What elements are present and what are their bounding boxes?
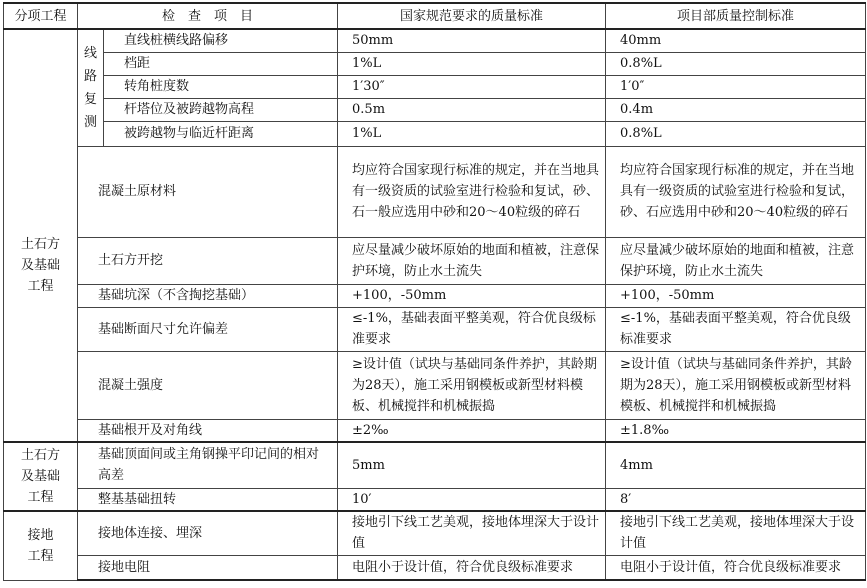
header-check-item: 检 查 项 目 — [78, 3, 338, 29]
table-row — [4, 419, 866, 442]
table-row — [4, 146, 866, 237]
table-row — [4, 307, 866, 351]
item-cell: 土石方开挖 — [78, 237, 338, 284]
project-standard-cell: 0.4m — [606, 98, 866, 121]
national-standard-cell: 5mm — [338, 442, 606, 488]
table-row — [4, 555, 866, 580]
project-standard-cell: ≥设计值（试块与基础同条件养护，其龄期为28天），施工采用钢模板或新型材料模板、机械搅拌和机械振捣 — [606, 351, 866, 419]
table-row — [4, 237, 866, 284]
national-standard-cell: 1′30″ — [338, 75, 606, 98]
item-cell: 档距 — [104, 52, 338, 75]
project-standard-cell: ±1.8‰ — [606, 419, 866, 442]
table-row — [4, 511, 866, 555]
item-cell: 基础顶面间或主角钢操平印记间的相对高差 — [78, 442, 338, 488]
project-standard-cell: 均应符合国家现行标准的规定，并在当地具有一级资质的试验室进行检验和复试，砂、石应选用中砂和20～40粒级的碎石 — [606, 146, 866, 237]
national-standard-cell: ≥设计值（试块与基础同条件养护，其龄期为28天），施工采用钢模板或新型材料模板、机械搅拌和机械振捣 — [338, 351, 606, 419]
item-cell: 接地电阻 — [78, 555, 338, 580]
table-row — [4, 442, 866, 488]
item-cell: 整基基础扭转 — [78, 488, 338, 511]
quality-standards-table — [3, 2, 866, 581]
item-cell: 基础坑深（不含掏挖基础） — [78, 284, 338, 307]
item-cell: 被跨越物与临近杆距离 — [104, 121, 338, 146]
national-standard-cell: 1%L — [338, 121, 606, 146]
table-row — [4, 75, 866, 98]
category-cell: 接地 工程 — [4, 511, 78, 580]
header-category: 分项工程 — [4, 3, 78, 29]
category-cell: 土石方 及基础 工程 — [4, 442, 78, 511]
item-cell: 基础断面尺寸允许偏差 — [78, 307, 338, 351]
table-row — [4, 52, 866, 75]
project-standard-cell: 0.8%L — [606, 121, 866, 146]
project-standard-cell: 40mm — [606, 29, 866, 52]
national-standard-cell: 1%L — [338, 52, 606, 75]
national-standard-cell: ±2‰ — [338, 419, 606, 442]
item-cell: 混凝土原材料 — [78, 146, 338, 237]
item-cell: 转角桩度数 — [104, 75, 338, 98]
national-standard-cell: +100，-50mm — [338, 284, 606, 307]
item-cell: 基础根开及对角线 — [78, 419, 338, 442]
item-cell: 直线桩横线路偏移 — [104, 29, 338, 52]
sub-category-cell: 线 路 复 测 — [78, 29, 104, 146]
category-cell: 土石方 及基础 工程 — [4, 29, 78, 442]
national-standard-cell: 应尽量减少破坏原始的地面和植被，注意保护环境，防止水土流失 — [338, 237, 606, 284]
table-row — [4, 121, 866, 146]
header-row — [4, 3, 866, 29]
project-standard-cell: 4mm — [606, 442, 866, 488]
project-standard-cell: ≤-1%，基础表面平整美观，符合优良级标准要求 — [606, 307, 866, 351]
table-row — [4, 351, 866, 419]
project-standard-cell: 1′0″ — [606, 75, 866, 98]
national-standard-cell: 10′ — [338, 488, 606, 511]
national-standard-cell: 均应符合国家现行标准的规定，并在当地具有一级资质的试验室进行检验和复试，砂、石一般应选用中砂和20～40粒级的碎石 — [338, 146, 606, 237]
item-cell: 混凝土强度 — [78, 351, 338, 419]
project-standard-cell: 接地引下线工艺美观，接地体埋深大于设计值 — [606, 511, 866, 555]
national-standard-cell: 50mm — [338, 29, 606, 52]
project-standard-cell: 应尽量减少破坏原始的地面和植被，注意保护环境，防止水土流失 — [606, 237, 866, 284]
project-standard-cell: 电阻小于设计值，符合优良级标准要求 — [606, 555, 866, 580]
national-standard-cell: 0.5m — [338, 98, 606, 121]
table-row — [4, 29, 866, 52]
header-national-standard: 国家规范要求的质量标准 — [338, 3, 606, 29]
project-standard-cell: +100，-50mm — [606, 284, 866, 307]
item-cell: 接地体连接、埋深 — [78, 511, 338, 555]
national-standard-cell: 接地引下线工艺美观，接地体埋深大于设计值 — [338, 511, 606, 555]
table-row — [4, 488, 866, 511]
project-standard-cell: 8′ — [606, 488, 866, 511]
project-standard-cell: 0.8%L — [606, 52, 866, 75]
table-row — [4, 98, 866, 121]
national-standard-cell: ≤-1%，基础表面平整美观，符合优良级标准要求 — [338, 307, 606, 351]
national-standard-cell: 电阻小于设计值，符合优良级标准要求 — [338, 555, 606, 580]
header-project-standard: 项目部质量控制标准 — [606, 3, 866, 29]
item-cell: 杆塔位及被跨越物高程 — [104, 98, 338, 121]
table-row — [4, 284, 866, 307]
